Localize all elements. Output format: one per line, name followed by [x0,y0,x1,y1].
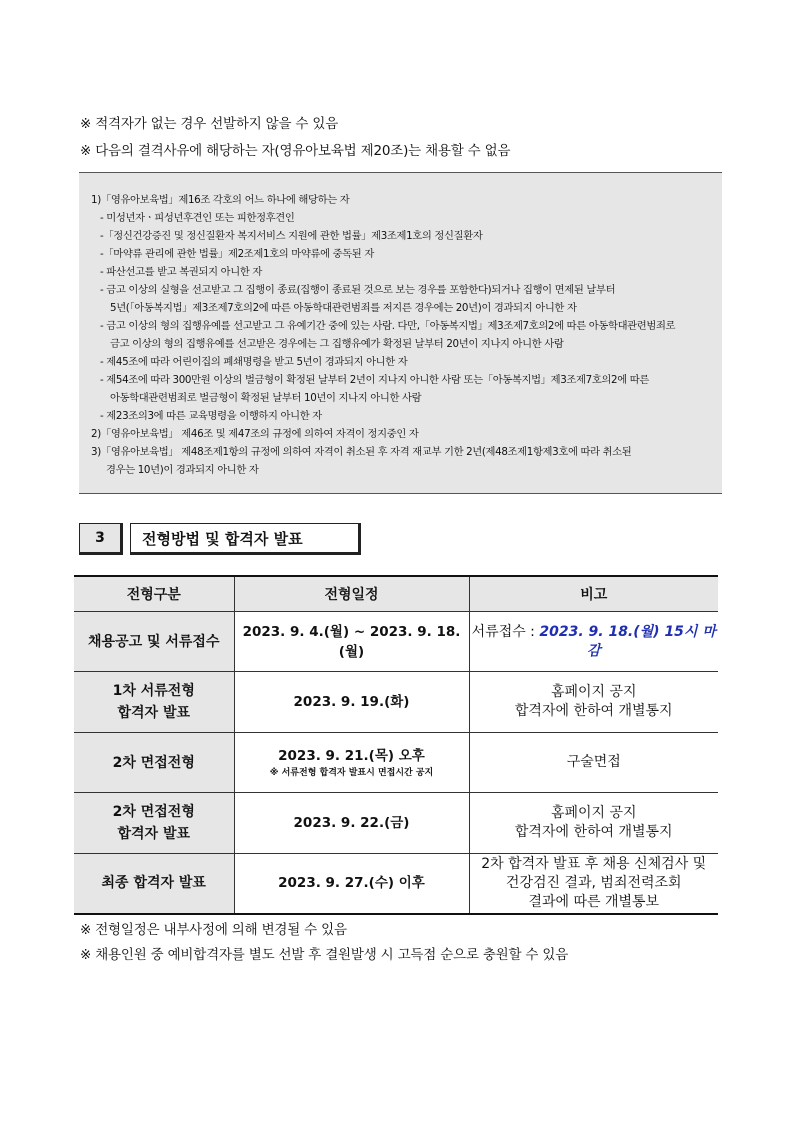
remark-line: 2차 합격자 발표 후 채용 신체검사 및 [481,855,707,872]
table-row [74,854,718,914]
row-date [234,733,469,793]
row-remark [469,793,718,854]
disq-line: 1)「영유아보육법」제16조 각호의 어느 하나에 해당하는 자 [91,194,350,206]
table-header-row [74,576,718,612]
disq-line: - 제23조의3에 따른 교육명령을 이행하지 아니한 자 [100,410,322,422]
disq-line: - 제45조에 따라 어린이집의 폐쇄명령을 받고 5년이 경과되지 아니한 자 [100,356,408,368]
row-remark [469,612,718,672]
row-date: 2023. 9. 4.(월) ~ 2023. 9. 18.(월) [234,612,469,672]
row-date: 2023. 9. 22.(금) [234,793,469,854]
header-schedule: 전형일정 [234,576,469,612]
row-remark [469,672,718,733]
date-note: ※ 서류전형 합격자 발표시 면접시간 공지 [269,767,434,778]
row-date: 2023. 9. 19.(화) [234,672,469,733]
disq-line: - 미성년자ㆍ피성년후견인 또는 피한정후견인 [100,212,295,224]
label-line: 합격자 발표 [117,826,190,842]
row-label: 2차 면접전형 [74,733,234,793]
disq-line: 아동학대관련범죄로 벌금형이 확정된 날부터 10년이 지나지 아니한 사람 [110,392,422,404]
disq-line: -「정신건강증진 및 정신질환자 복지서비스 지원에 관한 법률」제3조제1호의 정신질환자 [100,230,483,242]
table-row [74,733,718,793]
note-schedule-change: ※ 전형일정은 내부사정에 의해 변경될 수 있음 [80,922,347,938]
row-remark: 구술면접 [469,733,718,793]
row-remark [469,854,718,914]
disq-line: 금고 이상의 형의 집행유예를 선고받은 경우에는 그 집행유예가 확정된 날부터 20년이 지나지 아니한 사람 [110,338,564,350]
remark-line: 홈페이지 공지 [550,805,637,821]
row-date: 2023. 9. 27.(수) 이후 [234,854,469,914]
table-row [74,672,718,733]
disqualification-box [79,172,722,494]
disq-line: - 제54조에 따라 300만원 이상의 벌금형이 확정된 날부터 2년이 지나지 아니한 사람 또는「아동복지법」제3조제7호의2에 따른 [100,374,649,386]
disq-line: - 금고 이상의 형의 집행유예를 선고받고 그 유예기간 중에 있는 사람. 다만,「아동복지법」제3조제7호의2에 따른 아동학대관련범죄로 [100,320,676,332]
remark-line: 합격자에 한하여 개별통지 [514,703,673,719]
label-line: 2차 면접전형 [112,804,195,820]
remark-line: 결과에 따른 개별통보 [528,893,660,910]
note-reserve-candidates: ※ 채용인원 중 예비합격자를 별도 선발 후 결원발생 시 고득점 순으로 충원할 수 있음 [80,947,569,963]
remark-line: 홈페이지 공지 [550,684,637,700]
disq-line: 2)「영유아보육법」 제46조 및 제47조의 규정에 의하여 자격이 정지중인 자 [91,428,419,440]
row-label [74,793,234,854]
table-row [74,793,718,854]
disq-line: -「마약류 관리에 관한 법률」제2조제1호의 마약류에 중독된 자 [100,248,374,260]
section-number: 3 [79,523,123,555]
deadline-text: 2023. 9. 18.(월) 15시 마감 [539,623,716,659]
row-label: 최종 합격자 발표 [74,854,234,914]
label-line: 합격자 발표 [117,705,190,721]
label-line: 1차 서류전형 [112,683,195,699]
row-label [74,672,234,733]
note-no-eligible: ※ 적격자가 없는 경우 선발하지 않을 수 있음 [80,116,339,132]
header-remark: 비고 [469,576,718,612]
row-label: 채용공고 및 서류접수 [74,612,234,672]
disq-line: 5년(「아동복지법」제3조제7호의2에 따른 아동학대관련범죄를 저지른 경우에는 20년)이 경과되지 아니한 자 [110,302,577,314]
disq-line: 경우는 10년)이 경과되지 아니한 자 [106,464,259,476]
remark-prefix: 서류접수 : [471,623,540,640]
disq-line: - 파산선고를 받고 복권되지 아니한 자 [100,266,262,278]
note-disqualification: ※ 다음의 결격사유에 해당하는 자(영유아보육법 제20조)는 채용할 수 없음 [80,143,511,159]
remark-line: 합격자에 한하여 개별통지 [514,824,673,840]
schedule-table [74,575,718,915]
date-line: 2023. 9. 21.(목) 오후 [278,747,425,764]
header-category: 전형구분 [74,576,234,612]
disq-line: - 금고 이상의 실형을 선고받고 그 집행이 종료(집행이 종료된 것으로 보는 경우를 포함한다)되거나 집행이 면제된 날부터 [100,284,616,296]
table-row [74,612,718,672]
disq-line: 3)「영유아보육법」 제48조제1항의 규정에 의하여 자격이 취소된 후 자격 재교부 기한 2년(제48조제1항제3호에 따라 취소된 [91,446,632,458]
remark-line: 건강검진 결과, 범죄전력조회 [505,874,682,891]
section-title: 전형방법 및 합격자 발표 [130,523,361,555]
